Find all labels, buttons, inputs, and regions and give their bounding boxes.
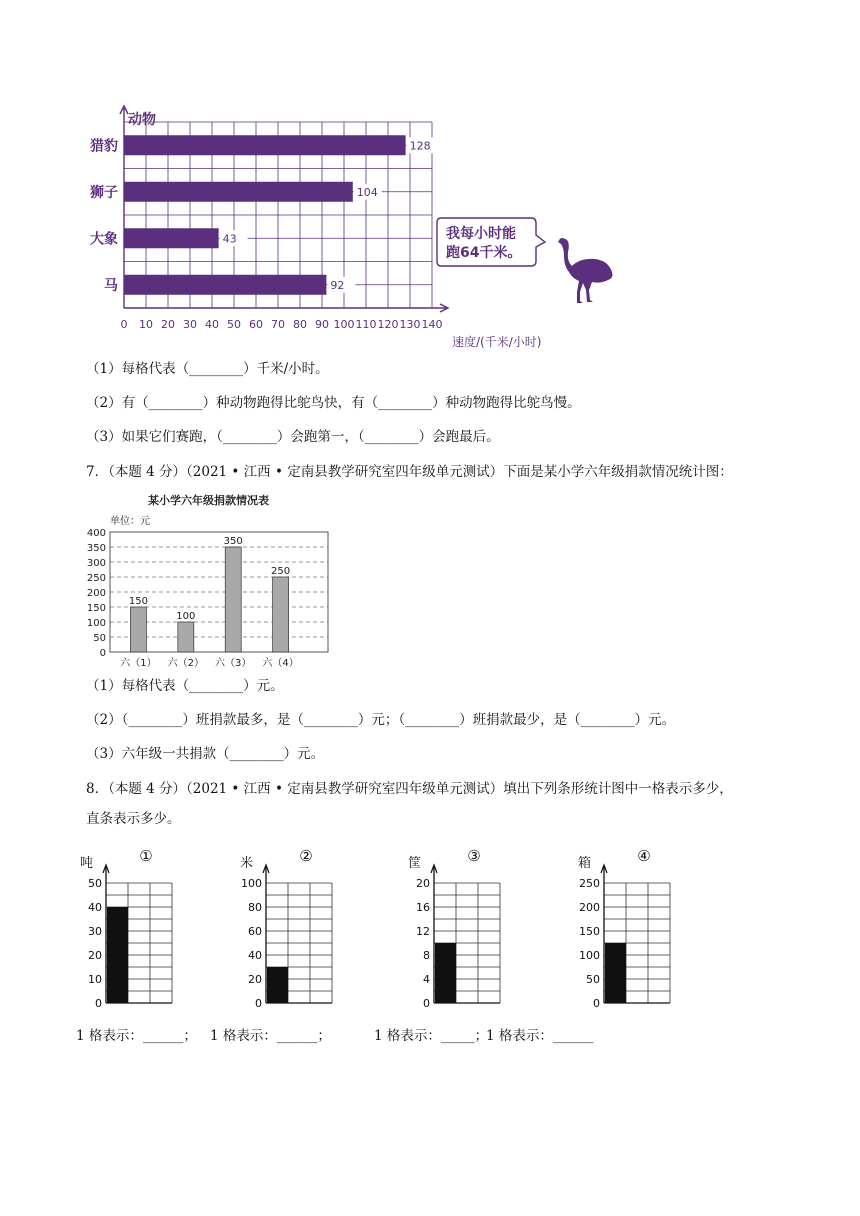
donation-chart	[80, 490, 350, 670]
bar	[605, 943, 626, 1003]
x-tick-label: 20	[161, 318, 175, 331]
y-tick-label: 100	[579, 949, 600, 962]
bar	[124, 182, 353, 202]
y-tick-label: 10	[88, 973, 102, 986]
x-tick-label: 110	[355, 318, 377, 331]
q7-sub1: （1）每格代表（________）元。	[86, 678, 284, 694]
y-tick-label: 100	[86, 618, 106, 629]
x-tick-label: 30	[183, 318, 197, 331]
speech-bubble	[436, 216, 548, 268]
x-tick-label: 0	[120, 318, 128, 331]
category-label: 狮子	[90, 184, 118, 201]
q8-answer-2: 1 格表示：______；	[210, 1028, 331, 1044]
y-tick-label: 100	[241, 877, 262, 890]
q6-sub2: （2）有（________）种动物跑得比鸵鸟快，有（________）种动物跑得比鸵鸟慢。	[86, 395, 581, 411]
q8-answer-4: 1 格表示：______	[486, 1028, 594, 1044]
y-tick-label: 200	[579, 901, 600, 914]
x-tick-label: 130	[399, 318, 421, 331]
bar	[124, 228, 219, 248]
bar	[178, 622, 194, 652]
y-tick-label: 20	[88, 949, 102, 962]
chart-number: ②	[299, 847, 313, 865]
q8-answer-1: 1 格表示：______；	[76, 1028, 197, 1044]
mini-chart-3	[408, 845, 528, 1015]
category-label: 大象	[90, 231, 118, 248]
y-tick-label: 8	[423, 949, 430, 962]
q8-heading-line1: 8．（本题 4 分）（2021 • 江西 • 定南县教学研究室四年级单元测试）填出下列条形统计图中一格表示多少，	[86, 781, 733, 797]
y-axis-unit: 箱	[578, 856, 592, 871]
x-tick-label: 140	[421, 318, 443, 331]
data-label: 350	[223, 536, 243, 547]
data-label: 250	[271, 566, 291, 577]
speech-bubble-line1: 我每小时能	[446, 226, 516, 242]
chart-number: ③	[467, 847, 481, 865]
y-tick-label: 40	[88, 901, 102, 914]
mini-chart-2	[240, 845, 360, 1015]
y-tick-label: 80	[248, 901, 262, 914]
y-tick-label: 40	[248, 949, 262, 962]
x-tick-label: 90	[315, 318, 329, 331]
data-label: 150	[128, 596, 148, 607]
chart-number: ④	[637, 847, 651, 865]
category-label: 猎豹	[90, 138, 118, 155]
x-tick-label: 100	[333, 318, 355, 331]
chart-title: 某小学六年级捐款情况表	[148, 494, 269, 507]
q7-heading: 7．（本题 4 分）（2021 • 江西 • 定南县教学研究室四年级单元测试）下面是某小学六年级捐款情况统计图：	[86, 464, 733, 480]
category-label: 六（2）	[167, 658, 205, 669]
category-label: 马	[104, 277, 118, 294]
bar	[130, 607, 146, 652]
y-tick-label: 12	[416, 925, 430, 938]
x-tick-label: 80	[293, 318, 307, 331]
y-tick-label: 0	[99, 648, 106, 659]
mini-chart-1	[80, 845, 200, 1015]
bar	[273, 577, 289, 652]
q8-heading-line2: 直条表示多少。	[86, 811, 181, 827]
y-tick-label: 20	[248, 973, 262, 986]
x-tick-label: 120	[377, 318, 399, 331]
ostrich-icon	[552, 232, 618, 304]
y-tick-label: 400	[86, 528, 106, 539]
y-tick-label: 300	[86, 558, 106, 569]
y-tick-label: 50	[586, 973, 600, 986]
chart-number: ①	[139, 847, 153, 865]
category-label: 六（4）	[262, 658, 299, 669]
y-axis-unit: 米	[240, 856, 254, 871]
y-tick-label: 0	[593, 997, 600, 1010]
y-tick-label: 150	[86, 603, 106, 614]
unit-label: 单位：元	[110, 516, 150, 527]
y-tick-label: 16	[416, 901, 430, 914]
y-tick-label: 150	[579, 925, 600, 938]
data-label: 100	[176, 611, 196, 622]
x-tick-label: 50	[227, 318, 241, 331]
category-label: 六（1）	[120, 658, 157, 669]
x-tick-label: 60	[249, 318, 263, 331]
y-tick-label: 0	[255, 997, 262, 1010]
y-tick-label: 0	[423, 997, 430, 1010]
bar	[435, 943, 456, 1003]
y-tick-label: 30	[88, 925, 102, 938]
q7-sub3: （3）六年级一共捐款（________）元。	[86, 746, 325, 762]
category-label: 六（3）	[215, 658, 252, 669]
y-axis-unit: 筐	[408, 856, 422, 871]
bar	[107, 907, 128, 1003]
mini-chart-4	[578, 845, 698, 1015]
data-label: 43	[222, 232, 237, 246]
y-axis-label: 动物	[128, 112, 156, 128]
y-tick-label: 60	[248, 925, 262, 938]
y-axis-unit: 吨	[80, 856, 94, 871]
y-tick-label: 4	[423, 973, 430, 986]
data-label: 128	[409, 139, 431, 153]
q7-sub2: （2）（________）班捐款最多，是（________）元；（________）班捐款最少，是（________）元。	[86, 712, 676, 728]
y-tick-label: 350	[86, 543, 106, 554]
bar	[124, 275, 326, 295]
data-label: 92	[330, 278, 345, 292]
data-label: 104	[356, 185, 378, 199]
y-tick-label: 250	[579, 877, 600, 890]
x-tick-label: 70	[271, 318, 285, 331]
q6-sub1: （1）每格代表（________）千米/小时。	[86, 361, 329, 377]
y-tick-label: 50	[93, 633, 106, 644]
y-tick-label: 20	[416, 877, 430, 890]
bar	[267, 967, 288, 1003]
bar	[225, 547, 241, 652]
q8-answer-3: 1 格表示：_____；	[374, 1028, 489, 1044]
x-tick-label: 10	[139, 318, 153, 331]
bar	[124, 135, 406, 155]
y-tick-label: 0	[95, 997, 102, 1010]
y-tick-label: 200	[86, 588, 106, 599]
y-tick-label: 50	[88, 877, 102, 890]
q6-sub3: （3）如果它们赛跑，（________）会跑第一，（________）会跑最后。	[86, 429, 500, 445]
speech-bubble-line2: 跑64千米。	[446, 245, 522, 261]
y-tick-label: 250	[86, 573, 106, 584]
x-axis-label: 速度/(千米/小时)	[452, 335, 542, 349]
x-tick-label: 40	[205, 318, 219, 331]
